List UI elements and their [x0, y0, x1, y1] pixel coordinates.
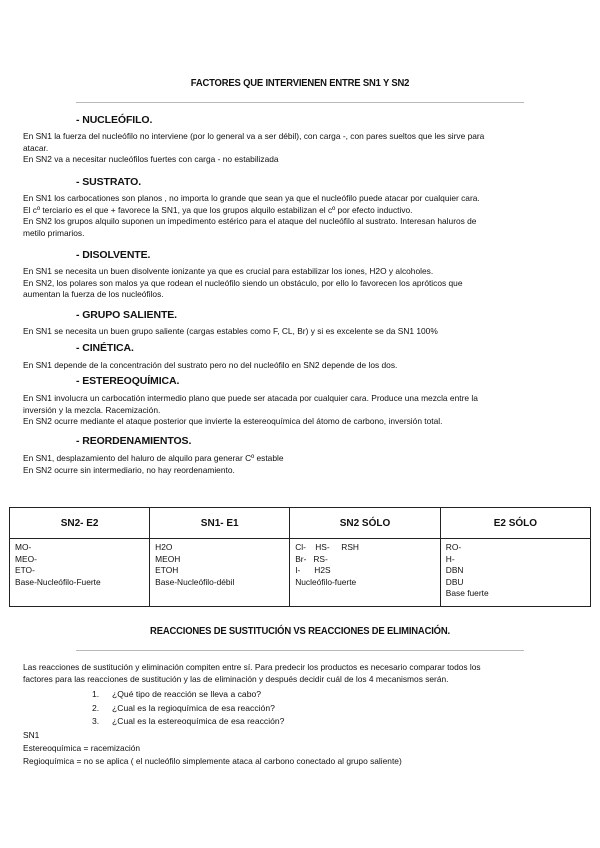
- text-line: Estereoquímica = racemización: [23, 743, 141, 753]
- section-divider: [76, 650, 524, 651]
- cell-line: DBN: [445, 565, 464, 575]
- text-line: En SN2, los polares son malos ya que rodean el nucleófilo siendo un obstáculo, por ello lo favorecen los apróticos que: [23, 277, 463, 288]
- table-cell: [440, 539, 590, 607]
- paragraph-reordenamientos: [23, 453, 583, 476]
- cell-line: Nucleófilo-fuerte: [295, 576, 357, 587]
- text-line: En SN1 depende de la concentración del sustrato pero no del nucleófilo en SN2 depende de los dos.: [23, 360, 398, 370]
- document-title: FACTORES QUE INTERVIENEN ENTRE SN1 Y SN2: [190, 77, 410, 89]
- text-line: atacar.: [23, 142, 49, 153]
- table-header: E2 SÓLO: [440, 508, 590, 539]
- cell-line: Base-Nucleófilo-débil: [155, 576, 235, 587]
- cell-line: MEOH: [155, 553, 181, 564]
- text-line: En SN2 ocurre sin intermediario, no hay reordenamiento.: [23, 464, 235, 475]
- heading-disolvente: - DISOLVENTE.: [76, 249, 151, 261]
- paragraph-estereoquimica: [23, 393, 583, 428]
- table-header: SN2 SÓLO: [290, 508, 441, 539]
- paragraph-sustrato: [23, 193, 583, 239]
- table-cell: [10, 539, 150, 607]
- text-line: Las reacciones de sustitución y eliminación compiten entre sí. Para predecir los productos es necesario comparar todos los: [23, 662, 481, 672]
- list-number: 2.: [92, 702, 100, 713]
- table-cell: [290, 539, 441, 607]
- heading-sustrato: - SUSTRATO.: [76, 176, 142, 188]
- text-line: El cº terciario es el que + favorece la SN1, ya que los grupos alquilo estabilizan el cº por efecto inductivo.: [23, 204, 413, 215]
- text-line: Regioquímica = no se aplica ( el nucleófilo simplemente ataca al carbono conectado al grupo saliente): [23, 756, 402, 766]
- cell-line: H-: [445, 553, 455, 564]
- reagent-table: [9, 507, 591, 607]
- cell-line: H2O: [155, 542, 173, 552]
- table-header-row: [10, 508, 591, 539]
- list-item: [92, 702, 284, 716]
- list-item: [92, 715, 284, 729]
- text-line: factores para las reacciones de sustitución y las de eliminación y después decidir cuál de los 4 mecanismos serán.: [23, 674, 449, 684]
- title-divider: [76, 102, 524, 103]
- cell-line: ETO-: [15, 565, 35, 575]
- text-line: En SN2 los grupos alquilo suponen un impedimento estérico para el ataque del nucleófilo al sustrato. Interesan haluros de: [23, 216, 477, 226]
- list-number: 3.: [92, 716, 100, 726]
- table-header: SN2- E2: [10, 508, 150, 539]
- list-text: ¿Qué tipo de reacción se lleva a cabo?: [112, 689, 262, 699]
- cell-line: DBU: [445, 576, 464, 587]
- text-line: inversión y la mezcla. Racemización.: [23, 404, 161, 415]
- section-title-sustitucion-eliminacion: REACCIONES DE SUSTITUCIÓN VS REACCIONES DE ELIMINACIÓN.: [150, 625, 450, 637]
- text-line: En SN1 se necesita un buen disolvente ionizante ya que es crucial para estabilizar los iones, H2O y alcoholes.: [23, 266, 434, 276]
- text-line: metilo primarios.: [23, 227, 85, 238]
- list-text: ¿Cual es la estereoquímica de esa reacción?: [112, 716, 285, 726]
- text-line: En SN2 ocurre mediante el ataque posterior que invierte la estereoquímica del átomo de carbono, inversión total.: [23, 416, 443, 426]
- heading-nucleofilo: - NUCLEÓFILO.: [76, 114, 153, 126]
- text-line: En SN1 se necesita un buen grupo saliente (cargas estables como F, CL, Br) y si es excelente se da SN1 100%: [23, 326, 438, 336]
- cell-line: RO-: [445, 542, 462, 552]
- cell-line: Br- RS-: [295, 553, 328, 564]
- text-line: SN1: [23, 730, 40, 740]
- cell-line: Cl- HS- RSH: [295, 542, 359, 552]
- intro-paragraph: [23, 661, 583, 685]
- cell-line: ETOH: [155, 565, 179, 575]
- cell-line: MEO-: [15, 553, 37, 564]
- text-line: En SN1, desplazamiento del haluro de alquilo para generar Cº estable: [23, 453, 284, 463]
- paragraph-nucleofilo: [23, 131, 583, 166]
- paragraph-disolvente: [23, 266, 583, 301]
- table-row: [10, 539, 591, 607]
- text-line: En SN1 la fuerza del nucleófilo no interviene (por lo general va a ser débil), con carga -, con pares sueltos que les sirve para: [23, 131, 485, 141]
- text-line: aumentan la fuerza de los nucleófilos.: [23, 289, 164, 299]
- sn1-notes: [23, 729, 402, 768]
- text-line: En SN1 involucra un carbocatión intermedio plano que puede ser atacada por cualquier cara. Produce una mezcla entre la: [23, 393, 478, 403]
- paragraph-grupo-saliente: [23, 326, 583, 338]
- paragraph-cinetica: [23, 360, 583, 372]
- list-number: 1.: [92, 689, 100, 699]
- question-list: [92, 688, 284, 729]
- list-item: [92, 688, 284, 702]
- text-line: En SN2 va a necesitar nucleófilos fuertes con carga - no estabilizada: [23, 154, 279, 164]
- table-cell: [150, 539, 290, 607]
- cell-line: I- H2S: [295, 565, 331, 575]
- cell-line: Base-Nucleófilo-Fuerte: [15, 576, 101, 587]
- heading-reordenamientos: - REORDENAMIENTOS.: [76, 435, 192, 447]
- cell-line: Base fuerte: [445, 588, 489, 598]
- list-text: ¿Cual es la regioquímica de esa reacción?: [112, 702, 275, 713]
- table-header: SN1- E1: [150, 508, 290, 539]
- heading-cinetica: - CINÉTICA.: [76, 342, 134, 354]
- heading-grupo-saliente: - GRUPO SALIENTE.: [76, 309, 177, 321]
- cell-line: MO-: [15, 542, 32, 552]
- text-line: En SN1 los carbocationes son planos , no importa lo grande que sean ya que el nucleófilo puede atacar por cualquier cara.: [23, 193, 480, 203]
- heading-estereoquimica: - ESTEREOQUÍMICA.: [76, 375, 180, 387]
